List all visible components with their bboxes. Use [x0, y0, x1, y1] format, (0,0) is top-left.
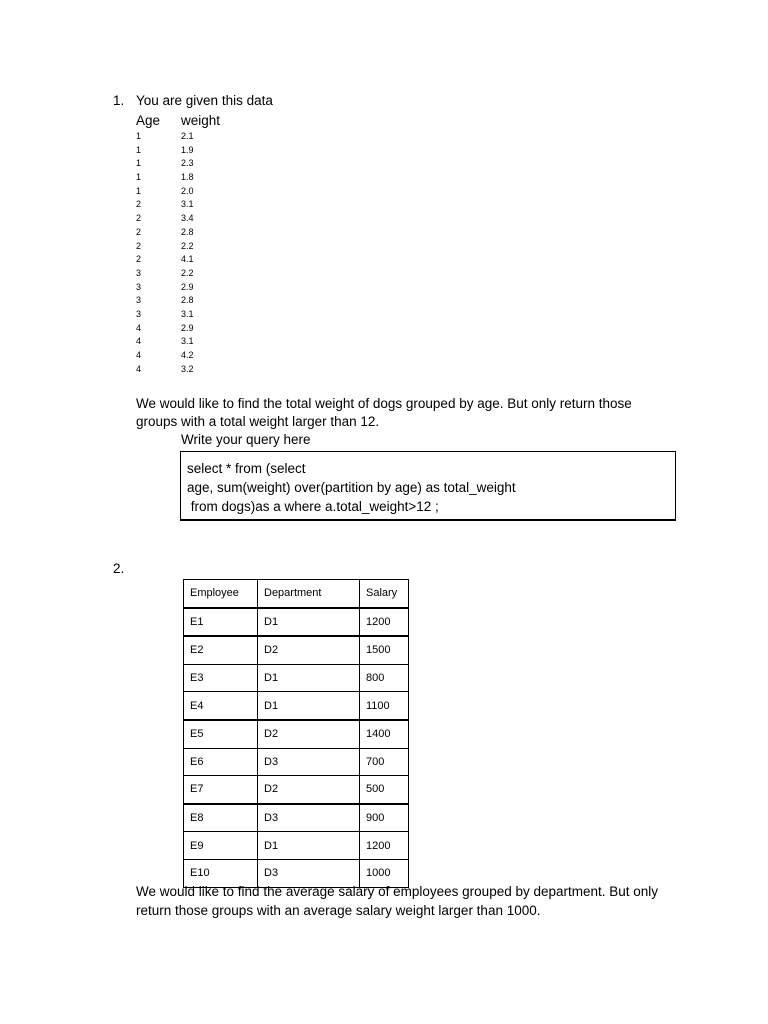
- salary-cell: 1200: [360, 832, 409, 860]
- weight-value: 3.4: [181, 213, 194, 224]
- weight-value: 3.1: [181, 199, 194, 210]
- department-cell: D1: [258, 664, 360, 692]
- age-value: 2: [136, 240, 142, 251]
- weight-value: 2.2: [181, 267, 194, 278]
- age-value: 1: [136, 131, 142, 141]
- salary-cell: 1500: [360, 636, 409, 664]
- weight-value: 2.3: [181, 158, 194, 169]
- header-cell: Salary: [360, 580, 409, 608]
- salary-cell: 700: [360, 748, 409, 776]
- weight-value: 4.1: [181, 254, 194, 265]
- employee-table: [183, 579, 409, 888]
- department-cell: D3: [258, 804, 360, 832]
- age-column-header: Age: [136, 113, 161, 128]
- age-value: 2: [136, 199, 142, 210]
- employee-cell: E8: [184, 804, 258, 832]
- table-row: [184, 664, 409, 692]
- age-value: 2: [136, 254, 142, 265]
- age-values-column: [136, 130, 141, 376]
- weight-value: 2.8: [181, 226, 194, 237]
- weight-value: 3.1: [181, 336, 194, 347]
- age-value: 3: [136, 281, 142, 292]
- employee-cell: E7: [184, 776, 258, 804]
- age-value: 3: [136, 308, 142, 319]
- employee-cell: E10: [184, 859, 258, 887]
- employee-cell: E4: [184, 692, 258, 720]
- weight-value: 2.0: [181, 185, 194, 196]
- query-line: from dogs)as a where a.total_weight>12 ;: [187, 499, 439, 514]
- header-cell: Department: [258, 580, 360, 608]
- question-1-number: 1.: [113, 93, 125, 108]
- write-query-label: Write your query here: [181, 432, 311, 447]
- table-row: [184, 776, 409, 804]
- employee-cell: E2: [184, 636, 258, 664]
- question-2-prompt-line-1: We would like to find the average salary of employees grouped by department. But only: [136, 884, 659, 899]
- weight-value: 2.9: [181, 281, 194, 292]
- weight-value: 2.8: [181, 295, 194, 306]
- department-cell: D1: [258, 608, 360, 637]
- age-value: 3: [136, 295, 142, 306]
- table-row: [184, 832, 409, 860]
- table-row: [184, 804, 409, 832]
- weight-value: 1.8: [181, 172, 194, 183]
- age-value: 2: [136, 213, 142, 224]
- weight-column-header: weight: [181, 113, 221, 128]
- question-2-prompt-line-2: return those groups with an average salary weight larger than 1000.: [136, 903, 541, 918]
- table-row: [184, 608, 409, 637]
- weight-value: 3.2: [181, 363, 194, 374]
- age-value: 4: [136, 350, 142, 360]
- table-row: [184, 692, 409, 720]
- weight-value: 2.2: [181, 240, 194, 251]
- salary-cell: 800: [360, 664, 409, 692]
- salary-cell: 1400: [360, 720, 409, 748]
- question-1-prompt-line-1: We would like to find the total weight of dogs grouped by age. But only return those: [136, 396, 632, 411]
- question-2-number: 2.: [113, 561, 125, 576]
- table-header-row: [184, 580, 409, 608]
- query-answer-box[interactable]: [180, 451, 676, 521]
- employee-cell: E5: [184, 720, 258, 748]
- table-row: [184, 748, 409, 776]
- header-cell: Employee: [184, 580, 258, 608]
- salary-cell: 900: [360, 804, 409, 832]
- salary-cell: 1100: [360, 692, 409, 720]
- department-cell: D2: [258, 776, 360, 804]
- department-cell: D2: [258, 636, 360, 664]
- department-cell: D1: [258, 692, 360, 720]
- weight-value: 1.9: [181, 144, 194, 155]
- department-cell: D2: [258, 720, 360, 748]
- age-value: 2: [136, 226, 142, 237]
- department-cell: D3: [258, 748, 360, 776]
- age-value: 4: [136, 322, 142, 333]
- age-value: 4: [136, 336, 142, 347]
- age-value: 1: [136, 172, 142, 183]
- department-cell: D1: [258, 832, 360, 860]
- weight-value: 3.1: [181, 308, 194, 319]
- weight-value: 2.1: [181, 131, 194, 141]
- salary-cell: 1000: [360, 859, 409, 887]
- employee-cell: E1: [184, 608, 258, 637]
- query-line: age, sum(weight) over(partition by age) as total_weight: [187, 480, 516, 495]
- age-value: 1: [136, 185, 142, 196]
- weight-value: 4.2: [181, 350, 194, 360]
- table-row: [184, 636, 409, 664]
- question-1-prompt-line-2: groups with a total weight larger than 12.: [136, 414, 380, 429]
- employee-cell: E6: [184, 748, 258, 776]
- question-1-intro: You are given this data: [136, 93, 273, 108]
- department-cell: D3: [258, 859, 360, 887]
- employee-cell: E3: [184, 664, 258, 692]
- age-value: 1: [136, 158, 142, 169]
- salary-cell: 1200: [360, 608, 409, 637]
- weight-value: 2.9: [181, 322, 194, 333]
- age-value: 1: [136, 144, 142, 155]
- employee-cell: E9: [184, 832, 258, 860]
- weight-values-column: [181, 130, 194, 376]
- query-line: select * from (select: [187, 461, 306, 476]
- table-row: [184, 720, 409, 748]
- age-value: 3: [136, 267, 142, 278]
- salary-cell: 500: [360, 776, 409, 804]
- age-value: 4: [136, 363, 142, 374]
